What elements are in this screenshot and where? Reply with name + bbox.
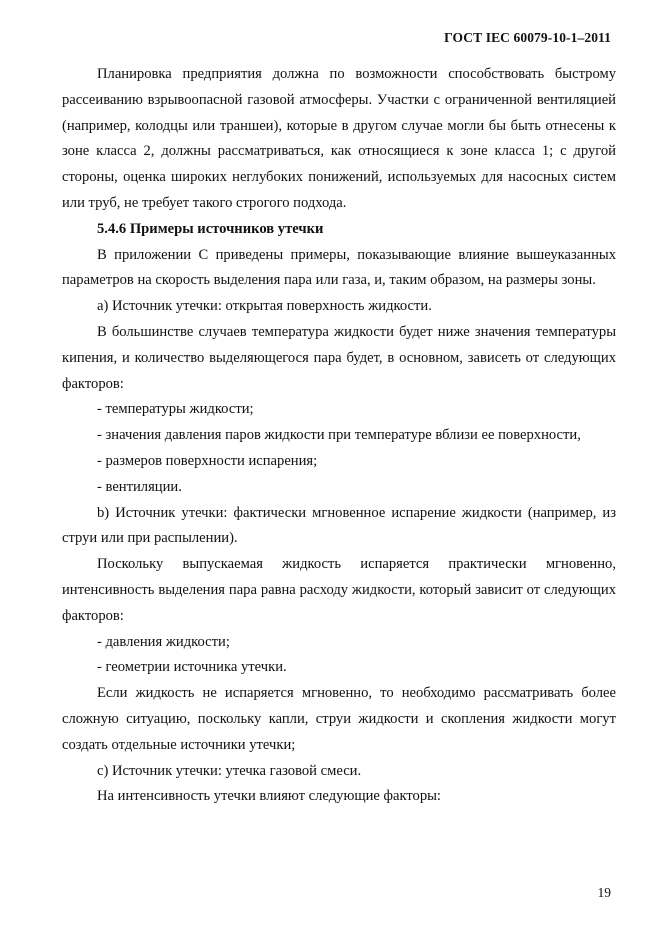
paragraph: Поскольку выпускаемая жидкость испаряется практически мгновенно, интенсивность выделения пара равна расходу жидкости, который зависит от следующих факторов: [62,556,616,624]
document-header-id: ГОСТ IEC 60079-10-1–2011 [444,30,611,45]
list-item: - температуры жидкости; [97,401,254,418]
list-item: b) Источник утечки: фактически мгновенное испарение жидкости (например, из струи или при распылении). [62,504,616,547]
paragraph: Если жидкость не испаряется мгновенно, то необходимо рассматривать более сложную ситуацию, поскольку капли, струи жидкости и скопления жидкости могут создать отдельные источники утечки; [62,685,616,753]
section-heading: 5.4.6 Примеры источников утечки [97,220,324,237]
paragraph: На интенсивность утечки влияют следующие факторы: [97,788,441,805]
list-item: - давления жидкости; [97,633,230,650]
list-item: - геометрии источника утечки. [97,659,287,676]
list-item: c) Источник утечки: утечка газовой смеси. [97,762,362,779]
list-item: - вентиляции. [97,478,182,495]
list-item: a) Источник утечки: открытая поверхность жидкости. [97,298,432,315]
document-body [62,62,616,810]
list-item: - значения давления паров жидкости при температуре вблизи ее поверхности, [97,427,581,444]
paragraph: В большинстве случаев температура жидкости будет ниже значения температуры кипения, и количество выделяющегося пара будет, в основном, зависеть от следующих факторов: [62,323,616,392]
paragraph: В приложении С приведены примеры, показывающие влияние вышеуказанных параметров на скорость выделения пара или газа, и, таким образом, на размеры зоны. [62,246,616,289]
paragraph: Планировка предприятия должна по возможности способствовать быстрому рассеиванию взрывоопасной газовой атмосферы. Участки с ограниченной вентиляцией (например, колодцы или траншеи), которые в другом случае могли бы быть отнесены к зоне класса 2, должны рассматриваться, как относящиеся к зоне класса 1; с другой стороны, оценка широких неглубоких понижений, используемых для насосных систем или труб, не требует такого строгого подхода. [62,66,616,211]
list-item: - размеров поверхности испарения; [97,452,318,469]
page-number: 19 [597,885,611,900]
